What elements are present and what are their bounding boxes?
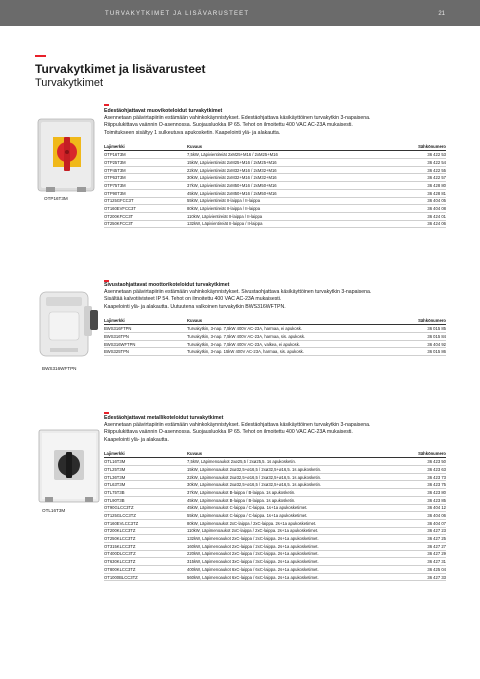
cell-type-code: BWS325TPN bbox=[104, 348, 187, 356]
cell-electrical-number: 36 427 23 bbox=[406, 527, 446, 535]
table-row bbox=[104, 558, 446, 566]
column-header: Lajimerkki bbox=[104, 317, 187, 325]
cell-type-code: OT200KFCC3T bbox=[104, 212, 187, 220]
cell-description: 22kW, Läpivientireiät 2xM32+M16 / 2xM32+M16 bbox=[187, 166, 406, 174]
table-row bbox=[104, 481, 446, 489]
section-title: Edestäohjattavat metallikoteloidut turvakytkimet bbox=[104, 415, 224, 421]
cell-description: 132kW, Läpimenoaukot 2xC-laippa / 2xC-laippa. 2s+1a apukosketimet. bbox=[187, 535, 406, 543]
cell-type-code: OT250KFCC3T bbox=[104, 220, 187, 228]
column-header: Lajimerkki bbox=[104, 450, 187, 458]
section-title: Sivustaohjattavat moottorikoteloidut turvakytkimet bbox=[104, 282, 230, 288]
cell-type-code: OT315KLCC3TZ bbox=[104, 542, 187, 550]
cell-description: 15kW, Läpimenoaukot 2xø32,5+ø16,5 / 2xø32,5+ø16,5. 1s apukosketin. bbox=[187, 466, 406, 474]
cell-type-code: BWS316FTPN bbox=[104, 325, 187, 333]
cell-type-code: OTL16T3M bbox=[104, 458, 187, 466]
cell-type-code: OT800KLCC3TZ bbox=[104, 566, 187, 574]
header-section-title: TURVAKYTKIMET JA LISÄVARUSTEET bbox=[105, 11, 250, 17]
cell-type-code: OTP63T3M bbox=[104, 174, 187, 182]
table-row bbox=[104, 159, 446, 167]
column-header: Sähkönumero bbox=[406, 317, 446, 325]
cell-description: 30kW, Läpivientireiät 2xM32+M16 / 2xM32+M16 bbox=[187, 174, 406, 182]
cell-type-code: OTP45T3M bbox=[104, 166, 187, 174]
section-accent-mark bbox=[104, 104, 109, 106]
cell-description: 7,5kW, Läpivientireiät 2xM25+M16 / 2xM25+M16 bbox=[187, 151, 406, 159]
cell-electrical-number: 36 422 57 bbox=[406, 174, 446, 182]
cell-description: 55kW, Läpimenoaukot C-laippa / C-laippa. 1s+1a apukosketimet. bbox=[187, 512, 406, 520]
page-number: 21 bbox=[438, 11, 445, 17]
cell-description: 55kW, Läpivientireiät II-laippa / II-laippa bbox=[187, 197, 406, 205]
table-row bbox=[104, 535, 446, 543]
cell-description: 45kW, Läpivientireiät 2xM50+M16 / 2xM50+M16 bbox=[187, 189, 406, 197]
title-accent-mark bbox=[35, 55, 46, 57]
cell-type-code: OT630KLCC3TZ bbox=[104, 558, 187, 566]
table-row bbox=[104, 325, 446, 333]
cell-electrical-number: 36 404 05 bbox=[406, 197, 446, 205]
cell-type-code: OTL63T3M bbox=[104, 481, 187, 489]
cell-description: 22kW, Läpimenoaukot 2xø32,5+ø16,5 / 2xø32,5+ø16,5. 1s apukosketin. bbox=[187, 473, 406, 481]
cell-type-code: OTL36T3M bbox=[104, 473, 187, 481]
cell-type-code: OT400DLCC3TZ bbox=[104, 550, 187, 558]
cell-description: Turvakytkin, 3-nap. 7,5kW 400V AC-23A, valkea, ei apukosk. bbox=[187, 340, 406, 348]
cell-description: 80kW, Läpimenoaukot 2xC-laippa / 2xC-laippa. 2s+1a apukosketimet. bbox=[187, 519, 406, 527]
product-table bbox=[104, 143, 446, 228]
section-description: Asennetaan päävirtapiiriin estämään vahinkokäynnistykset. Sivustaohjattava käsikäyttöinen turvakytkin 3-napaisena. Sisältää kalvotiivisteet IP 54. Tehot on ilmoitettu 400 VAC AC-23A mukaisesti. Kaapelointi ylä- ja alakautta. Uutuutena valkoinen turvakytkin BWS316WFTPN. bbox=[104, 288, 372, 310]
cell-electrical-number: 36 423 75 bbox=[406, 481, 446, 489]
cell-electrical-number: 36 425 04 bbox=[406, 566, 446, 574]
column-header: Sähkönumero bbox=[406, 143, 446, 151]
table-row bbox=[104, 473, 446, 481]
cell-type-code: OT1000BLCC3TZ bbox=[104, 573, 187, 581]
cell-description: 37kW, Läpimenoaukot B-laippa / B-laippa. 1s apukosketin. bbox=[187, 489, 406, 497]
cell-electrical-number: 36 422 54 bbox=[406, 159, 446, 167]
cell-electrical-number: 36 428 81 bbox=[406, 189, 446, 197]
cell-electrical-number: 36 427 29 bbox=[406, 550, 446, 558]
cell-electrical-number: 36 423 73 bbox=[406, 473, 446, 481]
cell-type-code: OT160EVLCC3TZ bbox=[104, 519, 187, 527]
cell-type-code: BWS316TPN bbox=[104, 333, 187, 341]
column-header: Kuvaus bbox=[187, 450, 406, 458]
cell-type-code: OTL90T3B bbox=[104, 496, 187, 504]
cell-description: Turvakytkin, 3-nap. 7,5kW 400V AC-23A, harmaa, sis. apukosk. bbox=[187, 333, 406, 341]
cell-type-code: OTP25T3M bbox=[104, 159, 187, 167]
cell-type-code: OTP16T3M bbox=[104, 151, 187, 159]
cell-electrical-number: 36 423 80 bbox=[406, 489, 446, 497]
cell-description: 80kW, Läpivientireiät II-laippa / II-laippa bbox=[187, 205, 406, 213]
cell-description: 160kW, Läpimenoaukot 2xC-laippa / 2xC-laippa. 2s+1a apukosketimet. bbox=[187, 542, 406, 550]
cell-electrical-number: 36 424 01 bbox=[406, 212, 446, 220]
table-row bbox=[104, 489, 446, 497]
table-row bbox=[104, 542, 446, 550]
cell-type-code: BWS316WFTPN bbox=[104, 340, 187, 348]
cell-description: Turvakytkin, 3-nap. 15kW 400V AC-23A, harmaa, sis. apukosk. bbox=[187, 348, 406, 356]
product-caption: OTP16T3M bbox=[44, 196, 68, 201]
page-subtitle: Turvakytkimet bbox=[35, 77, 104, 89]
table-row bbox=[104, 166, 446, 174]
column-header: Kuvaus bbox=[187, 143, 406, 151]
section-description: Asennetaan päävirtapiiriin estämään vahinkokäynnistykset. Edestäohjattava käsikäyttöinen turvakytkin 3-napaisena. Riippulukittava vaännin O-asennossa. Suojausluokka IP 65. Tehot on ilmoitettu 400 VAC AC-23A mukaisesti. Kaapelointi ylä- ja alakautta. bbox=[104, 421, 371, 443]
table-row bbox=[104, 174, 446, 182]
section-metal-switches bbox=[104, 415, 446, 581]
cell-electrical-number: 36 015 85 bbox=[406, 325, 446, 333]
cell-electrical-number: 36 422 55 bbox=[406, 166, 446, 174]
column-header: Kuvaus bbox=[187, 317, 406, 325]
cell-description: 400kW, Läpimenoaukot 6xC-laippa / 6xC-laippa. 2s+1a apukosketimet. bbox=[187, 566, 406, 574]
cell-type-code: OTL75T3B bbox=[104, 489, 187, 497]
cell-type-code: OT200KLCC3TZ bbox=[104, 527, 187, 535]
cell-description: 37kW, Läpivientireiät 2xM50+M16 / 2xM50+M16 bbox=[187, 182, 406, 190]
table-row bbox=[104, 182, 446, 190]
cell-electrical-number: 36 404 08 bbox=[406, 205, 446, 213]
table-row bbox=[104, 212, 446, 220]
table-row bbox=[104, 220, 446, 228]
product-caption: OTL16T3M bbox=[42, 508, 66, 513]
cell-type-code: OT125GLCC3TZ bbox=[104, 512, 187, 520]
cell-description: 220kW, Läpimenoaukot 2xC-laippa / 2xC-laippa. 2s+1a apukosketimet. bbox=[187, 550, 406, 558]
table-row bbox=[104, 496, 446, 504]
table-row bbox=[104, 333, 446, 341]
cell-electrical-number: 36 404 92 bbox=[406, 340, 446, 348]
cell-description: 30kW, Läpimenoaukot 2xø32,5+ø16,5 / 2xø32,5+ø16,5. 1s apukosketin. bbox=[187, 481, 406, 489]
section-plastic-switches bbox=[104, 108, 446, 228]
cell-description: 110kW, Läpimenoaukot 2xC-laippa / 2xC-laippa. 2s+1a apukosketimet. bbox=[187, 527, 406, 535]
table-row bbox=[104, 466, 446, 474]
section-description: Asennetaan päävirtapiiriin estämään vahinkokäynnistykset. Edestäohjattava käsikäyttöinen turvakytkin 3-napaisena. Riippulukittava vaännin O-asennossa. Suojausluokka IP 65. Tehot on ilmoitettu 400 VAC AC-23A mukaisesti. Toimitukseen sisältyy 1 sulkeutuva apukosketin. Kaapelointi ylä- ja alakautta. bbox=[104, 114, 371, 136]
cell-type-code: OT160EVFCC3T bbox=[104, 205, 187, 213]
product-image-otl16t3m bbox=[36, 428, 102, 506]
table-row bbox=[104, 205, 446, 213]
table-row bbox=[104, 504, 446, 512]
cell-description: 45kW, Läpimenoaukot B-laippa / B-laippa. 1s apukosketin. bbox=[187, 496, 406, 504]
table-row bbox=[104, 197, 446, 205]
table-row bbox=[104, 550, 446, 558]
cell-electrical-number: 36 404 06 bbox=[406, 512, 446, 520]
section-accent-mark bbox=[104, 412, 109, 414]
cell-electrical-number: 36 424 06 bbox=[406, 220, 446, 228]
table-row bbox=[104, 527, 446, 535]
cell-type-code: OT90GLCC3TZ bbox=[104, 504, 187, 512]
cell-electrical-number: 36 015 86 bbox=[406, 348, 446, 356]
page-title: Turvakytkimet ja lisävarusteet bbox=[35, 62, 206, 76]
table-row bbox=[104, 519, 446, 527]
cell-electrical-number: 36 423 85 bbox=[406, 496, 446, 504]
cell-electrical-number: 36 428 80 bbox=[406, 182, 446, 190]
table-row bbox=[104, 458, 446, 466]
cell-type-code: OT125GFCC3T bbox=[104, 197, 187, 205]
cell-electrical-number: 36 423 50 bbox=[406, 458, 446, 466]
cell-type-code: OT250KLCC3TZ bbox=[104, 535, 187, 543]
table-row bbox=[104, 340, 446, 348]
cell-description: 560kW, Läpimenoaukot 6xC-laippa / 6xC-laippa. 2s+1a apukosketimet. bbox=[187, 573, 406, 581]
cell-type-code: OTL25T3M bbox=[104, 466, 187, 474]
cell-type-code: OTP75T3M bbox=[104, 182, 187, 190]
product-table bbox=[104, 450, 446, 581]
cell-description: 45kW, Läpimenoaukot C-laippa / C-laippa. 1s+1a apukosketimet. bbox=[187, 504, 406, 512]
section-title: Edestäohjattavat muovikoteloidut turvakytkimet bbox=[104, 108, 223, 114]
cell-description: 315kW, Läpimenoaukot 3xC-laippa / 3xC-laippa. 2s+1a apukosketimet. bbox=[187, 558, 406, 566]
product-image-otp16t3m bbox=[36, 117, 96, 195]
page-header-bar bbox=[0, 0, 480, 26]
column-header: Lajimerkki bbox=[104, 143, 187, 151]
column-header: Sähkönumero bbox=[406, 450, 446, 458]
cell-description: 15kW, Läpivientireiät 2xM25+M16 / 2xM25+M16 bbox=[187, 159, 406, 167]
cell-electrical-number: 36 427 25 bbox=[406, 535, 446, 543]
table-row bbox=[104, 151, 446, 159]
cell-type-code: OTP90T3M bbox=[104, 189, 187, 197]
cell-description: 7,5kW, Läpimenoaukot 2xø25,5 / 2xø25,5. 1s apukosketin. bbox=[187, 458, 406, 466]
product-caption: BWS316WFTPN bbox=[42, 366, 77, 371]
cell-electrical-number: 36 015 84 bbox=[406, 333, 446, 341]
product-image-bws316wftpn bbox=[36, 288, 102, 360]
table-row bbox=[104, 348, 446, 356]
cell-description: 132kW, Läpivientireiät II-laippa / II-laippa bbox=[187, 220, 406, 228]
cell-electrical-number: 36 427 27 bbox=[406, 542, 446, 550]
cell-electrical-number: 36 423 63 bbox=[406, 466, 446, 474]
cell-description: Turvakytkin, 3-nap. 7,5kW 400V AC-23A, harmaa, ei apukosk. bbox=[187, 325, 406, 333]
cell-electrical-number: 36 427 33 bbox=[406, 573, 446, 581]
cell-electrical-number: 36 404 12 bbox=[406, 504, 446, 512]
cell-electrical-number: 36 404 07 bbox=[406, 519, 446, 527]
cell-electrical-number: 36 427 31 bbox=[406, 558, 446, 566]
table-row bbox=[104, 566, 446, 574]
cell-electrical-number: 36 422 53 bbox=[406, 151, 446, 159]
table-row bbox=[104, 573, 446, 581]
product-table bbox=[104, 317, 446, 356]
section-side-operated-switches bbox=[104, 282, 446, 356]
table-row bbox=[104, 512, 446, 520]
cell-description: 110kW, Läpivientireiät II-laippa / II-laippa bbox=[187, 212, 406, 220]
table-row bbox=[104, 189, 446, 197]
